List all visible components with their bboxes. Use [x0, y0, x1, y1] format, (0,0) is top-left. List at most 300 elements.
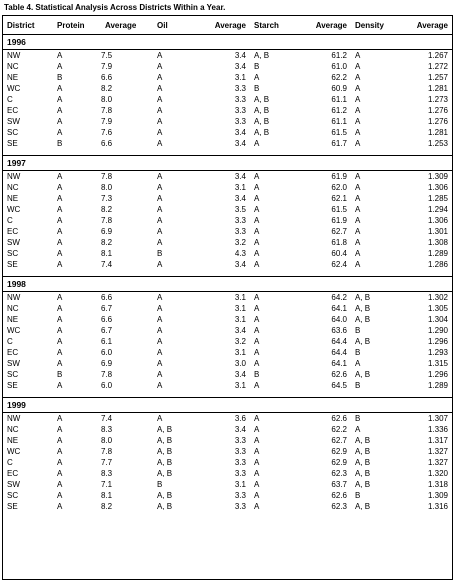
district-cell: EC	[7, 348, 19, 357]
density-group-cell: B	[355, 414, 361, 423]
oil-group-cell: A	[157, 62, 163, 71]
starch-group-cell: A	[254, 172, 260, 181]
density-average-cell: 1.281	[427, 128, 448, 137]
density-group-cell: A, B	[355, 469, 371, 478]
starch-average-cell: 62.9	[331, 447, 347, 456]
protein-group-cell: A	[57, 172, 63, 181]
oil-group-cell: A	[157, 216, 163, 225]
starch-average-cell: 64.2	[331, 293, 347, 302]
protein-group-cell: A	[57, 469, 63, 478]
oil-average-cell: 3.1	[234, 381, 246, 390]
year-row	[3, 35, 452, 50]
protein-group-cell: A	[57, 304, 63, 313]
density-average-cell: 1.306	[427, 216, 448, 225]
starch-group-cell: A	[254, 227, 260, 236]
table-row	[3, 105, 452, 116]
starch-group-cell: A, B	[254, 117, 270, 126]
table-row	[3, 259, 452, 270]
table-row	[3, 61, 452, 72]
table-row	[3, 468, 452, 479]
starch-average-cell: 60.9	[331, 84, 347, 93]
header-protein: Protein	[53, 16, 101, 35]
oil-average-cell: 3.1	[234, 183, 246, 192]
oil-average-cell: 3.4	[234, 62, 246, 71]
density-group-cell: A	[355, 62, 361, 71]
density-group-cell: A	[355, 238, 361, 247]
starch-average-cell: 62.0	[331, 183, 347, 192]
starch-average-cell: 61.1	[331, 95, 347, 104]
starch-group-cell: A, B	[254, 95, 270, 104]
density-group-cell: A	[355, 128, 361, 137]
table-row	[3, 314, 452, 325]
protein-average-cell: 7.5	[101, 51, 113, 60]
starch-group-cell: A	[254, 238, 260, 247]
starch-group-cell: A	[254, 425, 260, 434]
oil-average-cell: 3.4	[234, 172, 246, 181]
density-average-cell: 1.267	[427, 51, 448, 60]
starch-average-cell: 62.7	[331, 436, 347, 445]
table-frame	[2, 15, 453, 580]
oil-group-cell: A	[157, 205, 163, 214]
oil-group-cell: A	[157, 370, 163, 379]
density-group-cell: A	[355, 95, 361, 104]
density-average-cell: 1.327	[427, 447, 448, 456]
table-row	[3, 446, 452, 457]
header-district: District	[3, 16, 53, 35]
oil-average-cell: 3.4	[234, 139, 246, 148]
oil-average-cell: 3.3	[234, 95, 246, 104]
table-row	[3, 303, 452, 314]
density-average-cell: 1.307	[427, 414, 448, 423]
oil-average-cell: 3.5	[234, 205, 246, 214]
oil-average-cell: 3.4	[234, 260, 246, 269]
protein-average-cell: 7.8	[101, 370, 113, 379]
density-average-cell: 1.327	[427, 458, 448, 467]
protein-group-cell: A	[57, 216, 63, 225]
starch-group-cell: A, B	[254, 128, 270, 137]
protein-group-cell: B	[57, 370, 63, 379]
starch-group-cell: A	[254, 491, 260, 500]
oil-group-cell: A, B	[157, 436, 173, 445]
oil-average-cell: 3.3	[234, 469, 246, 478]
density-group-cell: A	[355, 51, 361, 60]
protein-group-cell: A	[57, 491, 63, 500]
district-cell: SC	[7, 491, 19, 500]
year-row	[3, 277, 452, 292]
table-row	[3, 171, 452, 183]
district-cell: C	[7, 337, 13, 346]
protein-average-cell: 7.9	[101, 117, 113, 126]
table-row	[3, 369, 452, 380]
protein-average-cell: 8.2	[101, 502, 113, 511]
starch-average-cell: 61.1	[331, 117, 347, 126]
density-group-cell: A, B	[355, 304, 371, 313]
starch-average-cell: 62.2	[331, 425, 347, 434]
oil-group-cell: A	[157, 260, 163, 269]
district-cell: NE	[7, 73, 19, 82]
oil-average-cell: 3.4	[234, 194, 246, 203]
density-group-cell: B	[355, 348, 361, 357]
density-group-cell: A	[355, 172, 361, 181]
protein-average-cell: 6.7	[101, 326, 113, 335]
density-average-cell: 1.336	[427, 425, 448, 434]
density-average-cell: 1.316	[427, 502, 448, 511]
year-label: 1996	[3, 35, 452, 50]
table-row	[3, 226, 452, 237]
density-group-cell: A	[355, 84, 361, 93]
starch-group-cell: A	[254, 414, 260, 423]
density-average-cell: 1.294	[427, 205, 448, 214]
table-row	[3, 336, 452, 347]
oil-group-cell: A	[157, 293, 163, 302]
oil-group-cell: A	[157, 139, 163, 148]
table-row	[3, 127, 452, 138]
protein-group-cell: A	[57, 502, 63, 511]
density-average-cell: 1.309	[427, 491, 448, 500]
oil-average-cell: 3.1	[234, 304, 246, 313]
starch-average-cell: 62.2	[331, 73, 347, 82]
oil-group-cell: A	[157, 128, 163, 137]
protein-group-cell: A	[57, 183, 63, 192]
starch-average-cell: 61.9	[331, 216, 347, 225]
starch-average-cell: 61.0	[331, 62, 347, 71]
district-cell: NC	[7, 304, 19, 313]
table-row	[3, 479, 452, 490]
district-cell: EC	[7, 469, 19, 478]
protein-average-cell: 6.7	[101, 304, 113, 313]
density-average-cell: 1.276	[427, 117, 448, 126]
starch-average-cell: 61.9	[331, 172, 347, 181]
protein-average-cell: 8.1	[101, 249, 113, 258]
starch-average-cell: 62.9	[331, 458, 347, 467]
district-cell: WC	[7, 326, 21, 335]
oil-average-cell: 3.0	[234, 359, 246, 368]
starch-group-cell: A	[254, 381, 260, 390]
oil-group-cell: A	[157, 326, 163, 335]
density-average-cell: 1.253	[427, 139, 448, 148]
density-group-cell: A	[355, 260, 361, 269]
protein-group-cell: A	[57, 425, 63, 434]
starch-average-cell: 61.7	[331, 139, 347, 148]
starch-group-cell: A, B	[254, 106, 270, 115]
header-starch-average: Average	[298, 16, 351, 35]
starch-average-cell: 62.3	[331, 469, 347, 478]
density-average-cell: 1.302	[427, 293, 448, 302]
district-cell: WC	[7, 447, 21, 456]
oil-group-cell: A	[157, 359, 163, 368]
density-group-cell: A, B	[355, 447, 371, 456]
protein-average-cell: 7.7	[101, 458, 113, 467]
density-group-cell: A, B	[355, 480, 371, 489]
starch-group-cell: A	[254, 348, 260, 357]
density-average-cell: 1.315	[427, 359, 448, 368]
protein-group-cell: A	[57, 436, 63, 445]
protein-average-cell: 8.2	[101, 238, 113, 247]
density-average-cell: 1.281	[427, 84, 448, 93]
density-group-cell: A, B	[355, 436, 371, 445]
density-group-cell: B	[355, 381, 361, 390]
starch-group-cell: A	[254, 249, 260, 258]
district-cell: EC	[7, 106, 19, 115]
district-cell: NW	[7, 293, 21, 302]
density-average-cell: 1.276	[427, 106, 448, 115]
density-average-cell: 1.306	[427, 183, 448, 192]
oil-average-cell: 3.2	[234, 238, 246, 247]
protein-average-cell: 7.8	[101, 172, 113, 181]
starch-average-cell: 62.3	[331, 502, 347, 511]
oil-average-cell: 4.3	[234, 249, 246, 258]
starch-average-cell: 62.1	[331, 194, 347, 203]
table-row	[3, 325, 452, 336]
density-average-cell: 1.293	[427, 348, 448, 357]
oil-average-cell: 3.3	[234, 491, 246, 500]
density-average-cell: 1.308	[427, 238, 448, 247]
protein-group-cell: A	[57, 51, 63, 60]
protein-group-cell: A	[57, 194, 63, 203]
protein-group-cell: A	[57, 205, 63, 214]
starch-average-cell: 61.5	[331, 205, 347, 214]
protein-group-cell: A	[57, 128, 63, 137]
starch-average-cell: 62.6	[331, 491, 347, 500]
protein-group-cell: A	[57, 348, 63, 357]
density-average-cell: 1.320	[427, 469, 448, 478]
starch-group-cell: A	[254, 183, 260, 192]
starch-average-cell: 62.6	[331, 414, 347, 423]
table-body	[3, 35, 452, 513]
protein-average-cell: 7.4	[101, 414, 113, 423]
district-cell: EC	[7, 227, 19, 236]
district-cell: C	[7, 95, 13, 104]
district-cell: NC	[7, 425, 19, 434]
table-row	[3, 501, 452, 512]
density-group-cell: B	[355, 326, 361, 335]
table-row	[3, 413, 452, 425]
density-average-cell: 1.290	[427, 326, 448, 335]
density-group-cell: A	[355, 249, 361, 258]
protein-group-cell: A	[57, 260, 63, 269]
starch-group-cell: A	[254, 304, 260, 313]
protein-average-cell: 8.1	[101, 491, 113, 500]
table-row	[3, 193, 452, 204]
density-group-cell: A, B	[355, 315, 371, 324]
oil-average-cell: 3.1	[234, 73, 246, 82]
header-row	[3, 16, 452, 35]
district-cell: SC	[7, 249, 19, 258]
oil-average-cell: 3.3	[234, 447, 246, 456]
density-group-cell: A	[355, 205, 361, 214]
district-cell: NC	[7, 62, 19, 71]
protein-average-cell: 6.6	[101, 315, 113, 324]
year-label: 1998	[3, 277, 452, 292]
starch-group-cell: B	[254, 370, 260, 379]
density-group-cell: A	[355, 359, 361, 368]
header-oil-average: Average	[200, 16, 250, 35]
header-density: Density	[351, 16, 401, 35]
table-row	[3, 358, 452, 369]
protein-group-cell: B	[57, 139, 63, 148]
table-row	[3, 237, 452, 248]
table-row	[3, 72, 452, 83]
protein-average-cell: 8.0	[101, 436, 113, 445]
protein-average-cell: 8.3	[101, 425, 113, 434]
district-cell: SW	[7, 480, 20, 489]
district-cell: NW	[7, 172, 21, 181]
protein-average-cell: 7.8	[101, 447, 113, 456]
starch-group-cell: A	[254, 73, 260, 82]
protein-average-cell: 7.3	[101, 194, 113, 203]
protein-group-cell: A	[57, 62, 63, 71]
table-row	[3, 215, 452, 226]
header-protein-average: Average	[101, 16, 153, 35]
protein-average-cell: 6.1	[101, 337, 113, 346]
header-density-average: Average	[401, 16, 452, 35]
protein-group-cell: A	[57, 381, 63, 390]
protein-group-cell: A	[57, 238, 63, 247]
protein-group-cell: A	[57, 414, 63, 423]
starch-average-cell: 64.4	[331, 337, 347, 346]
oil-average-cell: 3.3	[234, 227, 246, 236]
table-row	[3, 83, 452, 94]
density-average-cell: 1.289	[427, 249, 448, 258]
statistics-table	[3, 16, 452, 512]
protein-group-cell: A	[57, 117, 63, 126]
district-cell: NC	[7, 183, 19, 192]
density-average-cell: 1.289	[427, 381, 448, 390]
oil-average-cell: 3.4	[234, 128, 246, 137]
protein-group-cell: A	[57, 359, 63, 368]
protein-average-cell: 7.8	[101, 106, 113, 115]
protein-group-cell: A	[57, 84, 63, 93]
protein-average-cell: 8.0	[101, 95, 113, 104]
starch-average-cell: 64.1	[331, 359, 347, 368]
oil-group-cell: B	[157, 480, 163, 489]
table-title: Table 4. Statistical Analysis Across Districts Within a Year.	[4, 3, 226, 12]
oil-group-cell: A	[157, 315, 163, 324]
oil-group-cell: A	[157, 238, 163, 247]
density-average-cell: 1.273	[427, 95, 448, 104]
starch-average-cell: 63.7	[331, 480, 347, 489]
protein-group-cell: A	[57, 249, 63, 258]
protein-average-cell: 8.2	[101, 205, 113, 214]
table-row	[3, 138, 452, 149]
starch-average-cell: 62.6	[331, 370, 347, 379]
starch-group-cell: A	[254, 469, 260, 478]
starch-average-cell: 64.5	[331, 381, 347, 390]
density-group-cell: A, B	[355, 293, 371, 302]
protein-average-cell: 8.0	[101, 183, 113, 192]
oil-group-cell: A, B	[157, 425, 173, 434]
density-average-cell: 1.296	[427, 337, 448, 346]
starch-group-cell: A	[254, 326, 260, 335]
oil-group-cell: A, B	[157, 458, 173, 467]
district-cell: NE	[7, 436, 19, 445]
oil-group-cell: A	[157, 172, 163, 181]
starch-group-cell: A	[254, 502, 260, 511]
starch-group-cell: A	[254, 194, 260, 203]
oil-group-cell: A	[157, 51, 163, 60]
oil-average-cell: 3.4	[234, 425, 246, 434]
protein-average-cell: 6.0	[101, 348, 113, 357]
starch-average-cell: 62.4	[331, 260, 347, 269]
header-oil: Oil	[153, 16, 200, 35]
starch-group-cell: A	[254, 458, 260, 467]
oil-average-cell: 3.3	[234, 502, 246, 511]
protein-group-cell: A	[57, 315, 63, 324]
district-cell: SW	[7, 359, 20, 368]
oil-group-cell: A	[157, 348, 163, 357]
oil-group-cell: A	[157, 117, 163, 126]
density-average-cell: 1.301	[427, 227, 448, 236]
oil-average-cell: 3.1	[234, 480, 246, 489]
density-average-cell: 1.309	[427, 172, 448, 181]
starch-average-cell: 61.2	[331, 106, 347, 115]
protein-average-cell: 7.1	[101, 480, 113, 489]
starch-group-cell: A	[254, 436, 260, 445]
oil-average-cell: 3.3	[234, 216, 246, 225]
table-row	[3, 380, 452, 391]
density-group-cell: A, B	[355, 458, 371, 467]
density-group-cell: A	[355, 216, 361, 225]
oil-group-cell: A	[157, 84, 163, 93]
density-group-cell: A, B	[355, 337, 371, 346]
protein-group-cell: A	[57, 447, 63, 456]
oil-average-cell: 3.3	[234, 436, 246, 445]
table-row	[3, 435, 452, 446]
protein-average-cell: 7.6	[101, 128, 113, 137]
starch-average-cell: 64.0	[331, 315, 347, 324]
oil-group-cell: A	[157, 381, 163, 390]
oil-group-cell: A	[157, 194, 163, 203]
oil-average-cell: 3.4	[234, 51, 246, 60]
density-group-cell: B	[355, 491, 361, 500]
density-group-cell: A	[355, 117, 361, 126]
oil-average-cell: 3.3	[234, 106, 246, 115]
starch-average-cell: 64.4	[331, 348, 347, 357]
density-average-cell: 1.272	[427, 62, 448, 71]
table-row	[3, 457, 452, 468]
oil-group-cell: A	[157, 337, 163, 346]
starch-average-cell: 64.1	[331, 304, 347, 313]
starch-group-cell: A	[254, 337, 260, 346]
starch-group-cell: B	[254, 84, 260, 93]
protein-average-cell: 8.2	[101, 84, 113, 93]
density-group-cell: A	[355, 73, 361, 82]
oil-average-cell: 3.4	[234, 326, 246, 335]
table-row	[3, 248, 452, 259]
density-group-cell: A	[355, 425, 361, 434]
protein-average-cell: 7.4	[101, 260, 113, 269]
table-row	[3, 292, 452, 304]
district-cell: NE	[7, 315, 19, 324]
protein-group-cell: A	[57, 227, 63, 236]
protein-average-cell: 8.3	[101, 469, 113, 478]
oil-group-cell: A, B	[157, 447, 173, 456]
oil-group-cell: A	[157, 73, 163, 82]
oil-group-cell: A, B	[157, 491, 173, 500]
table-row	[3, 490, 452, 501]
oil-group-cell: A, B	[157, 469, 173, 478]
density-average-cell: 1.286	[427, 260, 448, 269]
starch-group-cell: A	[254, 139, 260, 148]
protein-group-cell: A	[57, 95, 63, 104]
starch-group-cell: A	[254, 447, 260, 456]
oil-group-cell: A	[157, 414, 163, 423]
year-row	[3, 398, 452, 413]
starch-average-cell: 61.2	[331, 51, 347, 60]
district-cell: SW	[7, 117, 20, 126]
protein-group-cell: A	[57, 326, 63, 335]
oil-group-cell: A	[157, 183, 163, 192]
